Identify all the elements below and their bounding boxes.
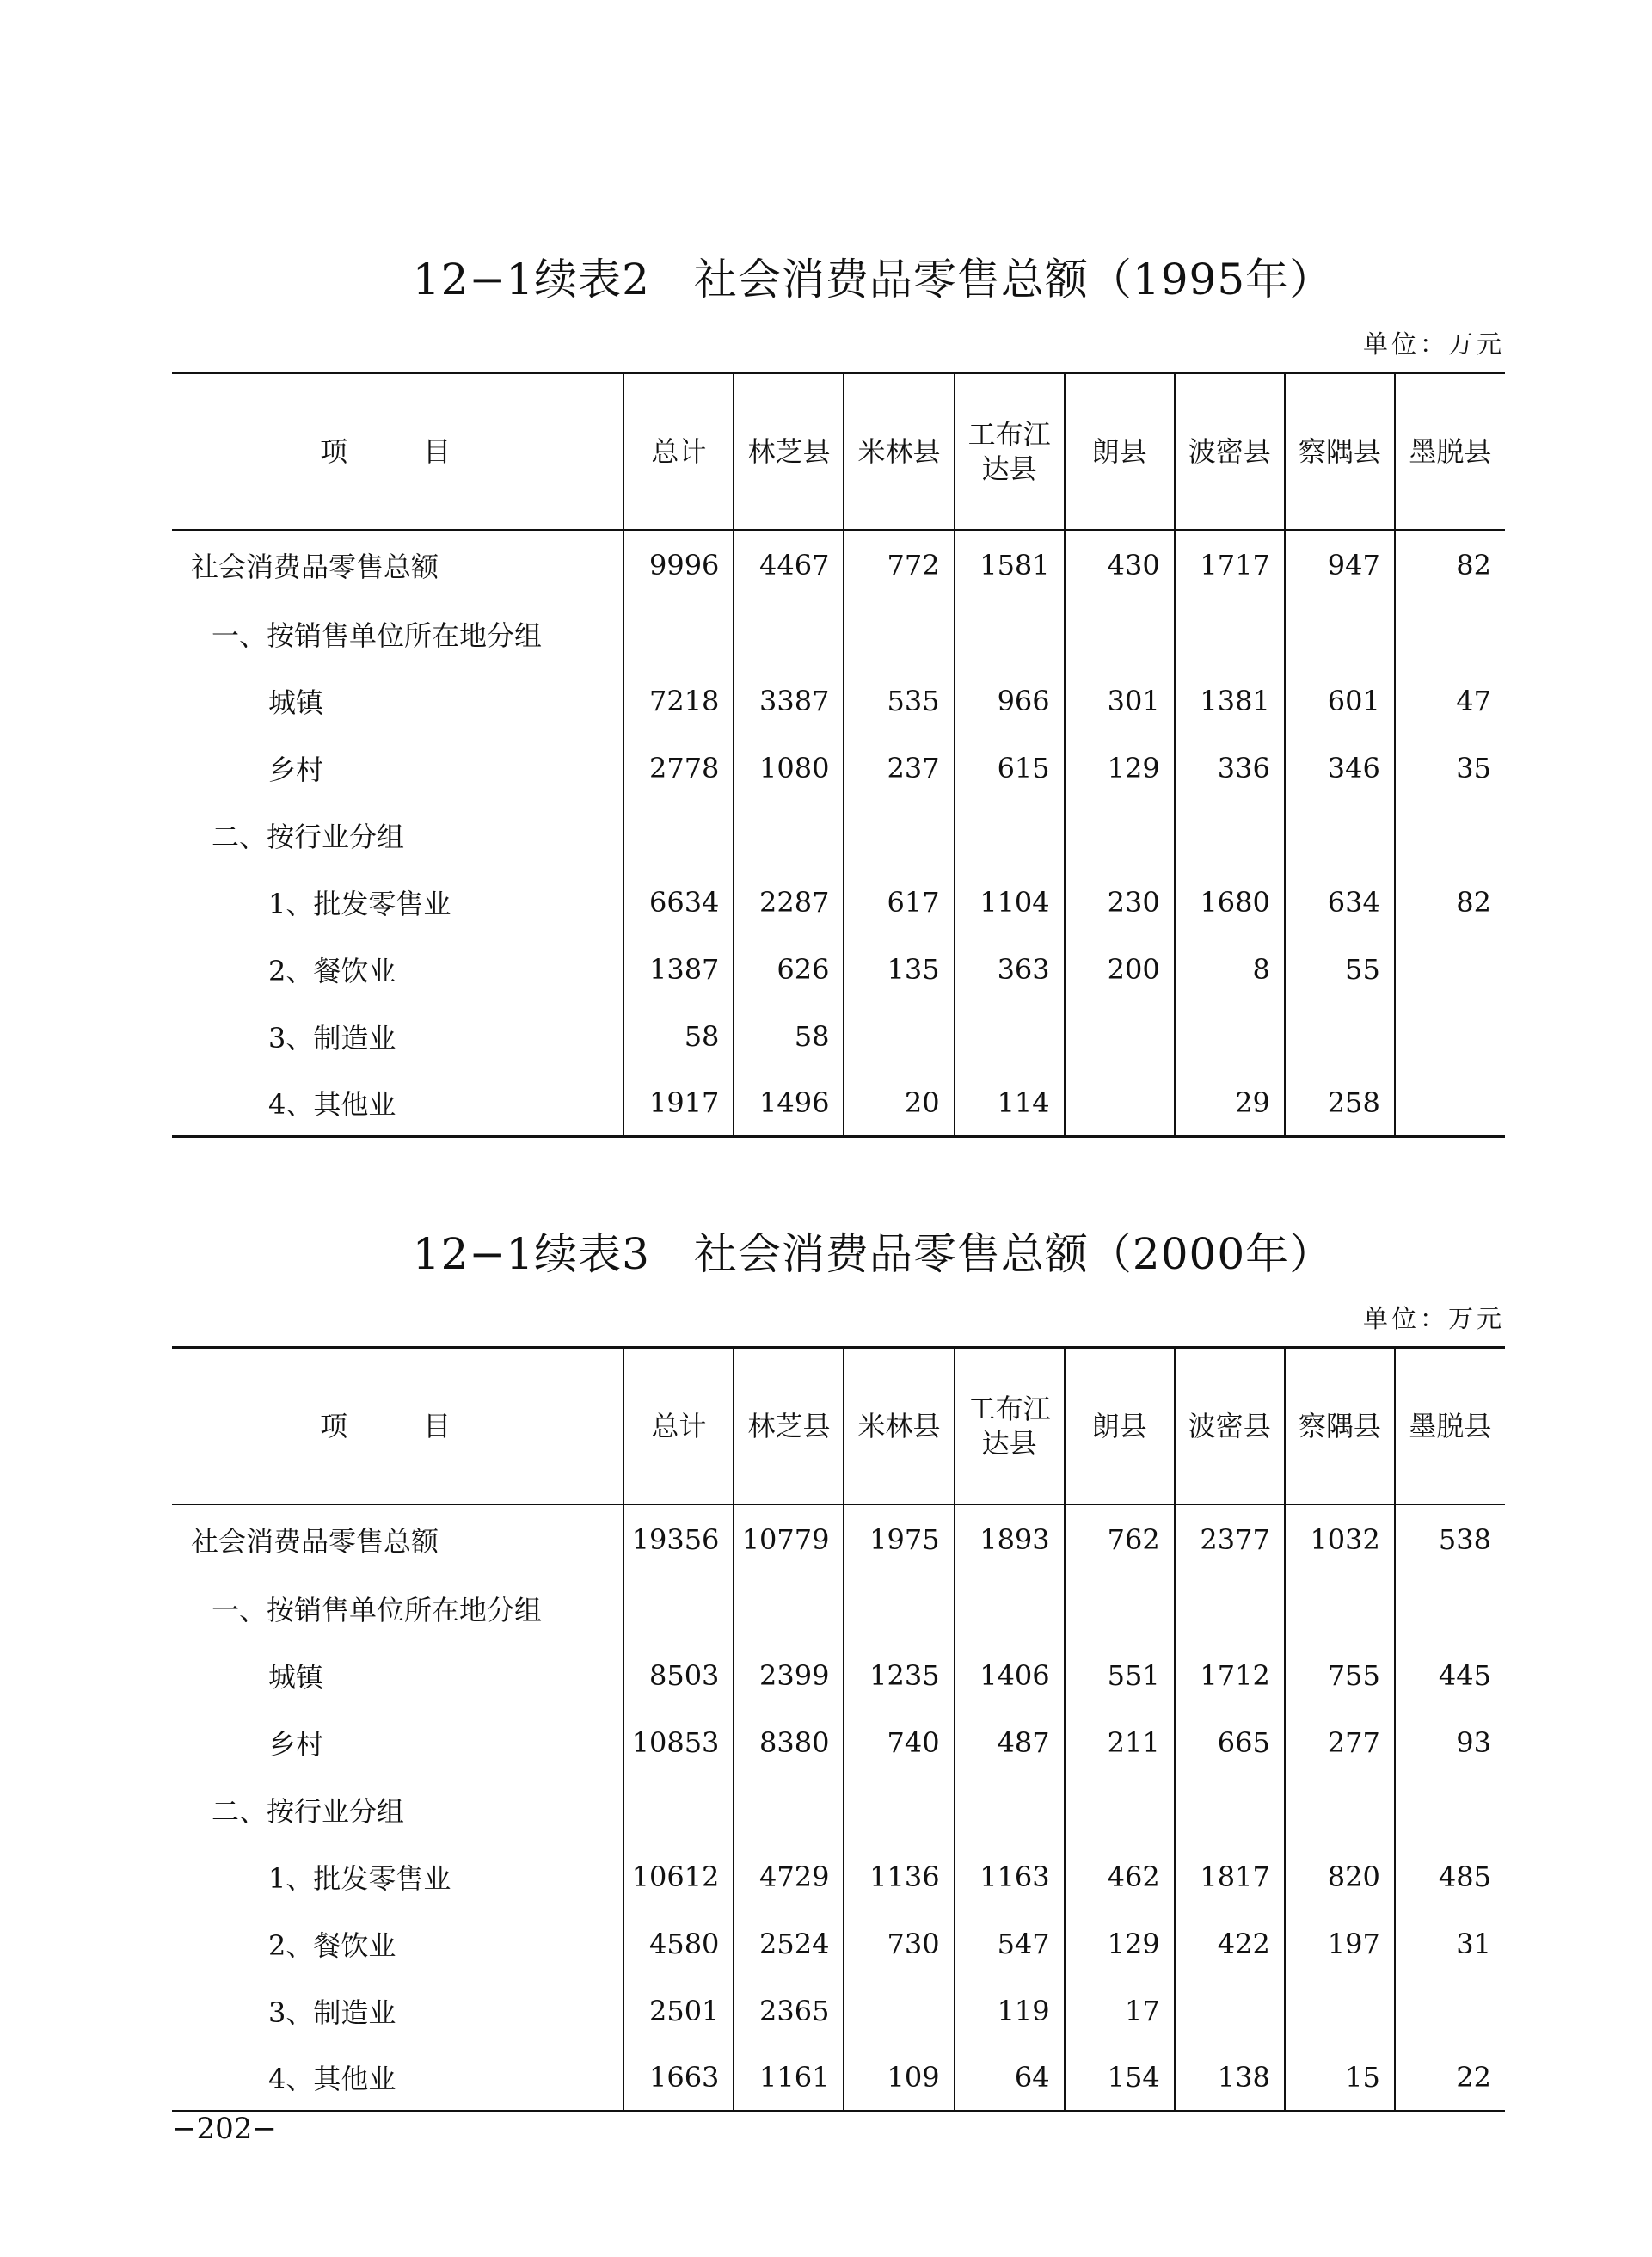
table-cell	[623, 600, 734, 667]
table-cell: 135	[844, 936, 954, 1003]
table-cell: 2287	[734, 869, 844, 936]
table-row	[172, 869, 1505, 936]
row-label: 二、按行业分组	[212, 820, 405, 853]
table-row	[172, 1977, 1505, 2045]
table-cell: 485	[1395, 1843, 1505, 1910]
table-cell	[1395, 1070, 1505, 1137]
row-label: 1、批发零售业	[268, 887, 451, 920]
table-cell: 6634	[623, 869, 734, 936]
table-cell: 2399	[734, 1642, 844, 1709]
row-label: 一、按销售单位所在地分组	[212, 1593, 543, 1627]
table-row	[172, 600, 1505, 667]
table-cell	[1065, 600, 1175, 667]
table-cell	[1285, 802, 1395, 869]
column-header-total: 总计	[623, 1348, 734, 1504]
table-cell	[1175, 1003, 1285, 1070]
table-cell: 1817	[1175, 1843, 1285, 1910]
row-label: 城镇	[268, 1660, 324, 1694]
table-cell	[1065, 1776, 1175, 1843]
table-cell: 1581	[955, 530, 1065, 600]
table-cell	[955, 1575, 1065, 1642]
row-label: 4、其他业	[172, 1070, 623, 1137]
table-cell	[1175, 1575, 1285, 1642]
table-cell: 615	[955, 735, 1065, 802]
table-cell: 820	[1285, 1843, 1395, 1910]
table-cell: 551	[1065, 1642, 1175, 1709]
table-cell: 4729	[734, 1843, 844, 1910]
table-cell: 336	[1175, 735, 1285, 802]
table-cell: 17	[1065, 1977, 1175, 2045]
table-title: 12−1续表2 社会消费品零售总额（1995年）	[412, 255, 1334, 304]
table-cell	[1065, 1003, 1175, 1070]
table-cell: 138	[1175, 2045, 1285, 2112]
table-cell: 634	[1285, 869, 1395, 936]
column-header-county: 察隅县	[1285, 373, 1395, 530]
data-table	[172, 372, 1505, 1138]
column-header-county: 朗县	[1065, 1348, 1175, 1504]
table-cell: 755	[1285, 1642, 1395, 1709]
row-label: 社会消费品零售总额	[191, 1525, 439, 1558]
table-cell: 7218	[623, 667, 734, 735]
table-cell: 8380	[734, 1709, 844, 1776]
table-cell: 35	[1395, 735, 1505, 802]
table-cell	[1175, 1977, 1285, 2045]
table-cell: 114	[955, 1070, 1065, 1137]
table-cell: 1917	[623, 1070, 734, 1137]
table-cell	[1285, 1003, 1395, 1070]
table-cell	[844, 1776, 954, 1843]
row-label: 4、其他业	[172, 2045, 623, 2112]
table-row	[172, 1843, 1505, 1910]
table-cell	[734, 802, 844, 869]
table-cell: 200	[1065, 936, 1175, 1003]
column-header-county: 墨脱县	[1395, 1348, 1505, 1504]
table-cell: 1235	[844, 1642, 954, 1709]
table-cell: 82	[1395, 869, 1505, 936]
table-row	[172, 2045, 1505, 2112]
table-cell: 154	[1065, 2045, 1175, 2112]
table-cell: 129	[1065, 1910, 1175, 1977]
column-header-county: 波密县	[1175, 373, 1285, 530]
unit-label: 单位：万元	[1362, 1304, 1505, 1333]
table-cell	[623, 1575, 734, 1642]
column-header-county: 波密县	[1175, 1348, 1285, 1504]
table-row	[172, 530, 1505, 600]
table-cell: 8	[1175, 936, 1285, 1003]
table-cell: 64	[955, 2045, 1065, 2112]
table-cell: 601	[1285, 667, 1395, 735]
table-cell: 10612	[623, 1843, 734, 1910]
table-cell: 430	[1065, 530, 1175, 600]
table-cell	[844, 1003, 954, 1070]
table-cell: 277	[1285, 1709, 1395, 1776]
table-section-2000	[172, 1226, 1505, 2112]
row-label: 1、批发零售业	[268, 1861, 451, 1895]
table-section-1995	[172, 251, 1505, 1138]
column-header-county: 林芝县	[734, 1348, 844, 1504]
column-header-county: 墨脱县	[1395, 373, 1505, 530]
table-cell: 129	[1065, 735, 1175, 802]
table-cell	[1395, 1977, 1505, 2045]
table-cell: 966	[955, 667, 1065, 735]
table-cell: 58	[623, 1003, 734, 1070]
table-cell: 346	[1285, 735, 1395, 802]
table-cell: 2524	[734, 1910, 844, 1977]
table-cell: 82	[1395, 530, 1505, 600]
table-cell	[955, 1776, 1065, 1843]
table-cell: 10853	[623, 1709, 734, 1776]
table-cell: 93	[1395, 1709, 1505, 1776]
table-row	[172, 1910, 1505, 1977]
data-table	[172, 1346, 1505, 2112]
table-cell: 10779	[734, 1504, 844, 1575]
table-cell: 258	[1285, 1070, 1395, 1137]
table-cell: 1712	[1175, 1642, 1285, 1709]
table-cell: 1032	[1285, 1504, 1395, 1575]
table-cell: 15	[1285, 2045, 1395, 2112]
table-cell	[734, 1776, 844, 1843]
table-cell	[1285, 1776, 1395, 1843]
table-cell: 230	[1065, 869, 1175, 936]
table-cell	[1395, 600, 1505, 667]
table-cell: 1104	[955, 869, 1065, 936]
table-cell: 730	[844, 1910, 954, 1977]
table-cell: 237	[844, 735, 954, 802]
table-cell: 58	[734, 1003, 844, 1070]
table-cell: 665	[1175, 1709, 1285, 1776]
table-cell: 29	[1175, 1070, 1285, 1137]
column-header-county: 工布江达县	[955, 1348, 1065, 1504]
table-cell	[844, 802, 954, 869]
table-cell: 1406	[955, 1642, 1065, 1709]
table-cell	[955, 600, 1065, 667]
table-cell: 4580	[623, 1910, 734, 1977]
table-cell	[844, 1575, 954, 1642]
table-cell: 1163	[955, 1843, 1065, 1910]
column-header-county: 米林县	[844, 1348, 954, 1504]
table-cell	[1395, 1575, 1505, 1642]
table-row	[172, 1709, 1505, 1776]
table-cell: 1381	[1175, 667, 1285, 735]
table-cell: 462	[1065, 1843, 1175, 1910]
table-cell	[734, 1575, 844, 1642]
row-label: 2、餐饮业	[268, 1928, 396, 1962]
table-cell: 363	[955, 936, 1065, 1003]
table-cell: 3387	[734, 667, 844, 735]
table-cell: 197	[1285, 1910, 1395, 1977]
table-cell	[1065, 802, 1175, 869]
table-cell	[1395, 802, 1505, 869]
table-row	[172, 667, 1505, 735]
table-cell	[1395, 936, 1505, 1003]
table-cell	[1065, 1070, 1175, 1137]
table-cell: 1680	[1175, 869, 1285, 936]
table-cell: 4467	[734, 530, 844, 600]
table-row	[172, 1575, 1505, 1642]
table-cell	[955, 1003, 1065, 1070]
column-header-county: 林芝县	[734, 373, 844, 530]
column-header-total: 总计	[623, 373, 734, 530]
table-cell	[623, 1776, 734, 1843]
table-cell: 109	[844, 2045, 954, 2112]
row-label: 社会消费品零售总额	[191, 550, 439, 583]
row-label: 3、制造业	[268, 1021, 396, 1055]
header-row	[172, 1348, 1505, 1504]
table-cell: 20	[844, 1070, 954, 1137]
header-row	[172, 373, 1505, 530]
table-cell	[844, 600, 954, 667]
page-number: −202−	[172, 2112, 277, 2146]
table-cell: 8503	[623, 1642, 734, 1709]
table-cell: 1663	[623, 2045, 734, 2112]
table-cell: 119	[955, 1977, 1065, 2045]
row-label: 乡村	[268, 753, 324, 786]
table-row	[172, 1504, 1505, 1575]
row-label: 二、按行业分组	[212, 1794, 405, 1828]
table-cell: 2501	[623, 1977, 734, 2045]
table-cell: 1387	[623, 936, 734, 1003]
table-cell: 626	[734, 936, 844, 1003]
table-cell: 1136	[844, 1843, 954, 1910]
table-row	[172, 1003, 1505, 1070]
table-cell: 547	[955, 1910, 1065, 1977]
table-cell: 422	[1175, 1910, 1285, 1977]
unit-label: 单位：万元	[1362, 329, 1505, 359]
column-header-county: 朗县	[1065, 373, 1175, 530]
table-cell: 55	[1285, 936, 1395, 1003]
table-row	[172, 936, 1505, 1003]
table-row	[172, 1070, 1505, 1137]
table-cell: 2365	[734, 1977, 844, 2045]
table-row	[172, 802, 1505, 869]
table-row	[172, 1776, 1505, 1843]
table-cell	[844, 1977, 954, 2045]
table-title: 12−1续表3 社会消费品零售总额（2000年）	[412, 1229, 1334, 1279]
column-header-item: 项 目	[172, 373, 623, 530]
table-cell: 1975	[844, 1504, 954, 1575]
table-cell	[1395, 1776, 1505, 1843]
table-cell	[1395, 1003, 1505, 1070]
table-cell: 1161	[734, 2045, 844, 2112]
table-cell: 22	[1395, 2045, 1505, 2112]
table-cell: 2377	[1175, 1504, 1285, 1575]
table-cell: 9996	[623, 530, 734, 600]
table-cell: 538	[1395, 1504, 1505, 1575]
table-cell: 301	[1065, 667, 1175, 735]
table-cell	[1175, 1776, 1285, 1843]
table-cell: 762	[1065, 1504, 1175, 1575]
table-cell: 535	[844, 667, 954, 735]
table-cell: 772	[844, 530, 954, 600]
column-header-item: 项 目	[172, 1348, 623, 1504]
table-cell: 617	[844, 869, 954, 936]
table-cell: 445	[1395, 1642, 1505, 1709]
table-cell	[623, 802, 734, 869]
table-row	[172, 1642, 1505, 1709]
table-cell	[1175, 600, 1285, 667]
table-row	[172, 735, 1505, 802]
table-cell: 1893	[955, 1504, 1065, 1575]
row-label: 城镇	[268, 686, 324, 719]
column-header-county: 察隅县	[1285, 1348, 1395, 1504]
row-label: 2、餐饮业	[268, 954, 396, 987]
column-header-county: 米林县	[844, 373, 954, 530]
table-cell	[1285, 600, 1395, 667]
table-cell: 31	[1395, 1910, 1505, 1977]
table-cell: 1080	[734, 735, 844, 802]
row-label: 3、制造业	[268, 1996, 396, 2029]
table-cell: 47	[1395, 667, 1505, 735]
table-cell	[1065, 1575, 1175, 1642]
table-cell	[1285, 1575, 1395, 1642]
table-cell: 1717	[1175, 530, 1285, 600]
table-cell: 740	[844, 1709, 954, 1776]
table-cell: 1496	[734, 1070, 844, 1137]
table-cell	[955, 802, 1065, 869]
table-cell: 487	[955, 1709, 1065, 1776]
table-cell	[734, 600, 844, 667]
table-cell: 211	[1065, 1709, 1175, 1776]
table-cell	[1285, 1977, 1395, 2045]
row-label: 一、按销售单位所在地分组	[212, 618, 543, 652]
table-cell: 19356	[623, 1504, 734, 1575]
table-cell: 947	[1285, 530, 1395, 600]
table-cell	[1175, 802, 1285, 869]
column-header-county: 工布江达县	[955, 373, 1065, 530]
row-label: 乡村	[268, 1727, 324, 1761]
table-cell: 2778	[623, 735, 734, 802]
